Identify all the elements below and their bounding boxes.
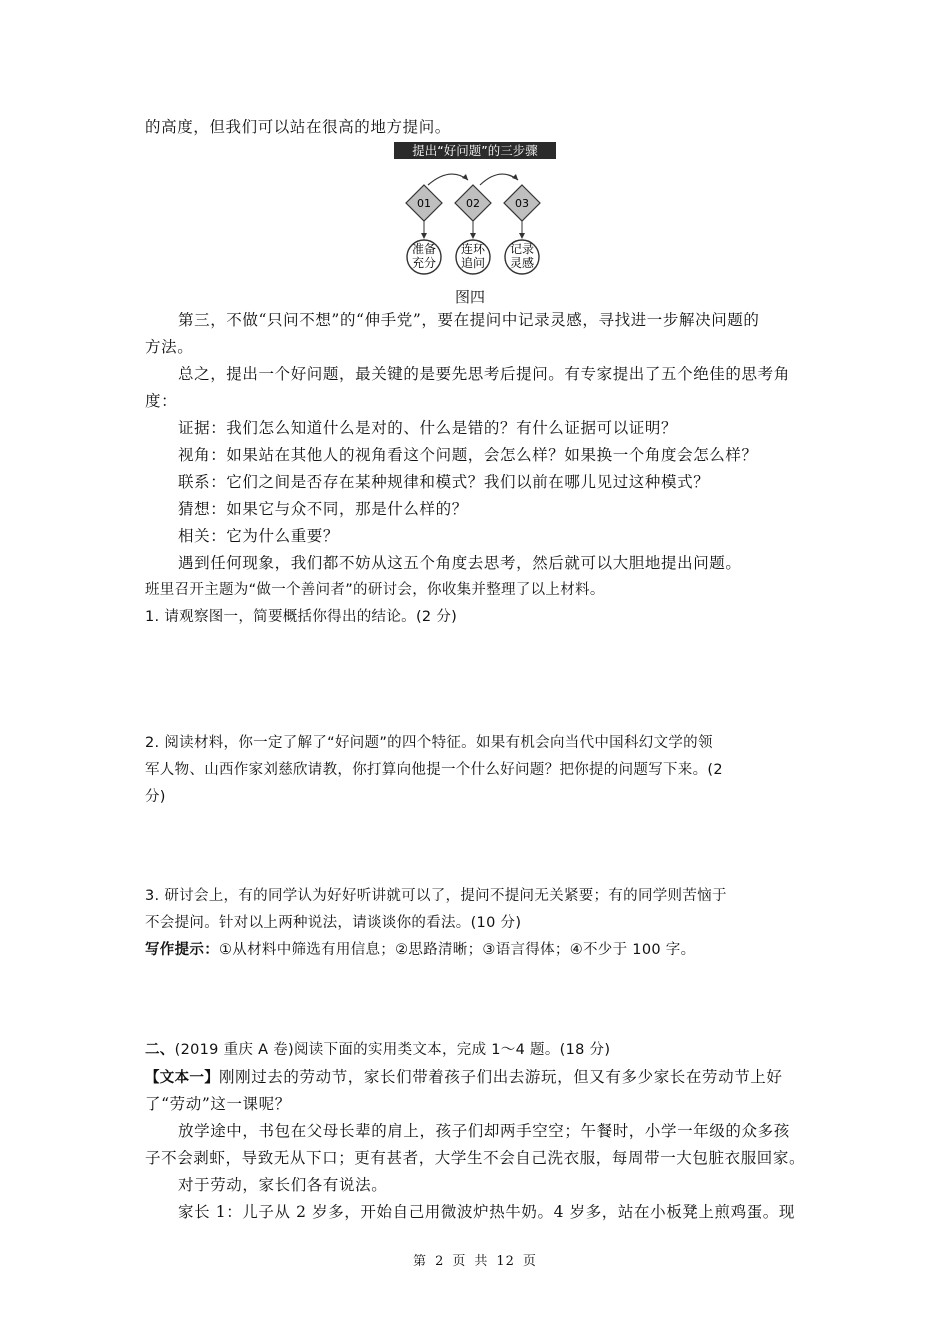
writing-tip-text: ①从材料中筛选有用信息；②思路清晰；③语言得体；④不少于 100 字。 <box>219 942 696 958</box>
question-1: 1. 请观察图一，简要概括你得出的结论。(2 分) <box>145 609 458 625</box>
section-2-number: 二、 <box>145 1042 175 1058</box>
question-3-line-2: 不会提问。针对以上两种说法，请谈谈你的看法。(10 分) <box>145 915 522 931</box>
text-line: 证据：我们怎么知道什么是对的、什么是错的？有什么证据可以证明？ <box>178 419 678 437</box>
step-2-label-1: 连环 <box>460 242 486 256</box>
text-line: 相关：它为什么重要？ <box>178 527 340 545</box>
text-line: 遇到任何现象，我们都不妨从这五个角度去思考，然后就可以大胆地提出问题。 <box>178 554 742 572</box>
question-2-line-1: 2. 阅读材料，你一定了解了“好问题”的四个特征。如果有机会向当代中国科幻文学的领 <box>145 735 713 751</box>
arrow-2-3 <box>480 174 518 185</box>
step-3-label-2: 灵感 <box>509 256 535 270</box>
section-2-heading <box>145 1040 610 1060</box>
text-one-label: 【文本一】 <box>145 1070 219 1086</box>
text-line: 联系：它们之间是否存在某种规律和模式？我们以前在哪儿见过这种模式？ <box>178 473 710 491</box>
text-line: 家长 1：儿子从 2 岁多，开始自己用微波炉热牛奶。4 岁多，站在小板凳上煎鸡蛋。现 <box>178 1203 795 1221</box>
text-line: 对于劳动，家长们各有说法。 <box>178 1176 388 1194</box>
writing-tip-label: 写作提示： <box>145 942 219 958</box>
step-2-number: 02 <box>466 197 480 210</box>
page-total: 12 <box>496 1254 515 1269</box>
page-footer: 第 2 页 共 12 页 <box>413 1254 537 1269</box>
text-line: 放学途中，书包在父母长辈的肩上，孩子们却两手空空；午餐时，小学一年级的众多孩 <box>178 1122 790 1140</box>
step-1-number: 01 <box>417 197 431 210</box>
figure-title: 提出“好问题”的三步骤 <box>412 143 538 158</box>
three-steps-figure <box>390 140 560 280</box>
page-number: 2 <box>435 1254 445 1269</box>
step-1-label-1: 准备 <box>411 242 437 256</box>
section-2-text: (2019 重庆 A 卷)阅读下面的实用类文本，完成 1～4 题。(18 分) <box>174 1042 611 1058</box>
text-line: 班里召开主题为“做一个善问者”的研讨会，你收集并整理了以上材料。 <box>145 582 605 598</box>
text-line: 了“劳动”这一课呢？ <box>145 1095 291 1113</box>
three-steps-diagram <box>390 140 560 280</box>
text-line: 第三，不做“只问不想”的“伸手党”，要在提问中记录灵感，寻找进一步解决问题的 <box>178 311 760 329</box>
step-3 <box>504 185 540 274</box>
question-2-line-3: 分) <box>145 789 166 805</box>
text-line: 的高度，但我们可以站在很高的地方提问。 <box>145 118 451 136</box>
text-line: 子不会剥虾，导致无从下口；更有甚者，大学生不会自己洗衣服，每周带一大包脏衣服回家。 <box>145 1149 806 1167</box>
text-line: 方法。 <box>145 338 194 356</box>
figure-caption: 图四 <box>455 288 486 306</box>
text-line: 总之，提出一个好问题，最关键的是要先思考后提问。有专家提出了五个绝佳的思考角 <box>178 365 790 383</box>
writing-tip <box>145 940 695 960</box>
step-3-number: 03 <box>515 197 529 210</box>
step-3-label-1: 记录 <box>509 242 535 256</box>
question-3-line-1: 3. 研讨会上，有的同学认为好好听讲就可以了，提问不提问无关紧要；有的同学则苦恼于 <box>145 888 727 904</box>
text-line: 视角：如果站在其他人的视角看这个问题，会怎么样？如果换一个角度会怎么样？ <box>178 446 758 464</box>
question-2-line-2: 军人物、山西作家刘慈欣请教，你打算向他提一个什么好问题？把你提的问题写下来。(2 <box>145 762 723 778</box>
text-one-content: 刚刚过去的劳动节，家长们带着孩子们出去游玩，但又有多少家长在劳动节上好 <box>219 1068 783 1086</box>
text-one-line-1 <box>145 1067 783 1088</box>
step-1-label-2: 充分 <box>411 256 437 270</box>
step-2-label-2: 追问 <box>460 256 486 270</box>
step-1 <box>406 185 442 274</box>
step-2 <box>455 185 491 274</box>
text-line: 度： <box>145 392 178 410</box>
text-line: 猜想：如果它与众不同，那是什么样的？ <box>178 500 468 518</box>
arrow-1-2 <box>428 174 468 185</box>
